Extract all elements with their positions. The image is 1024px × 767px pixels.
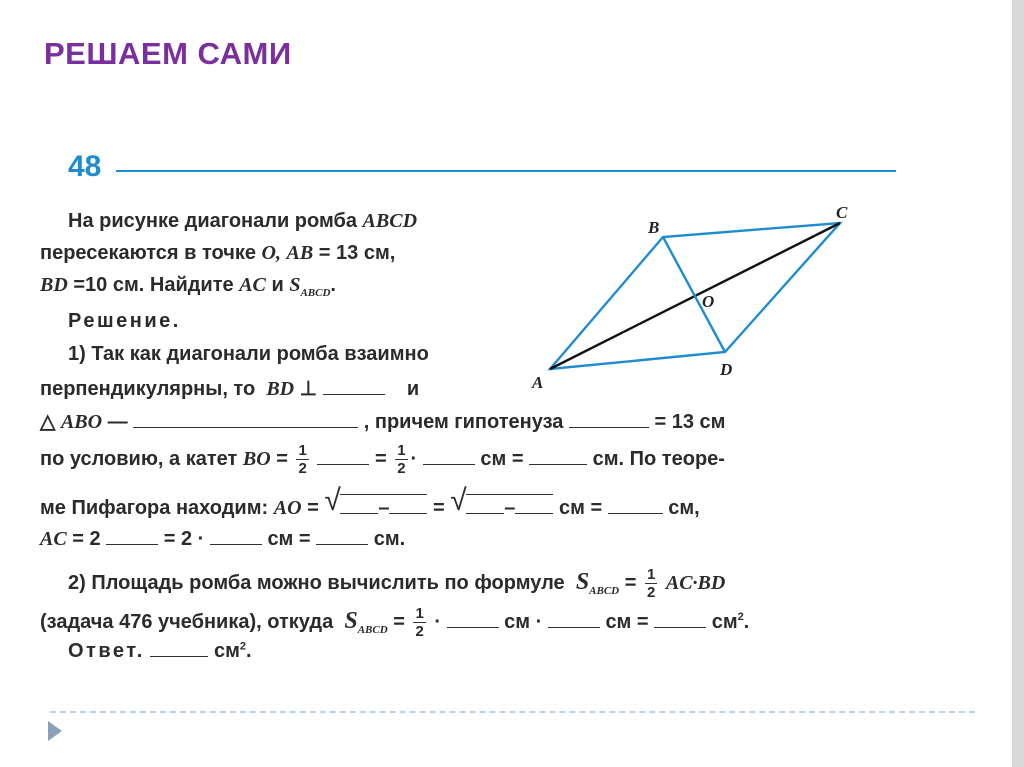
blank[interactable] (317, 450, 369, 465)
fraction-half: $\frac{1}{2}$ (397, 442, 406, 477)
problem-number: 48 (68, 150, 102, 183)
blank[interactable] (447, 613, 499, 628)
vertex-label-a: A (532, 373, 544, 392)
answer-line: Ответ. $см^2$. (68, 640, 252, 662)
solution-line-7: 2) Площадь ромба можно вычислить по формуле $S_{ABCD}$ = $\frac{1}{2}$ AC·BD (68, 566, 726, 601)
statement-line-3: BD =10 см. Найдите AC и $S_{ABCD}$. (40, 274, 336, 299)
blank[interactable] (548, 613, 600, 628)
blank[interactable] (654, 613, 706, 628)
diagonal-bd (663, 237, 725, 352)
blank[interactable] (515, 499, 553, 514)
sqrt-expression: √ – (324, 494, 427, 520)
blank[interactable] (340, 499, 378, 514)
vertex-label-c: C (836, 203, 848, 222)
play-arrow-icon[interactable] (48, 721, 62, 741)
solution-line-8: (задача 476 учебника), откуда $S_{ABCD}$ = $\frac{1}{2}$ · см · см = $см^2$. (40, 605, 750, 640)
solution-line-2: перпендикулярны, то BD ⊥ и (40, 378, 420, 400)
blank[interactable] (316, 530, 368, 545)
answer-blank[interactable] (150, 642, 208, 657)
solution-line-4: по условию, а катет BO = $\frac{1}{2}$ = $\frac{1}{2}$ · см = см. По теоре- (40, 442, 725, 477)
blank[interactable] (529, 450, 587, 465)
solution-line-1: 1) Так как диагонали ромба взаимно (68, 343, 429, 365)
center-label-o: O (702, 292, 715, 311)
vertex-label-d: D (720, 360, 733, 379)
slide-title: РЕШАЕМ САМИ (44, 36, 292, 71)
blank[interactable] (210, 530, 262, 545)
blank[interactable] (569, 413, 649, 428)
vertex-label-b: B (648, 218, 660, 237)
solution-heading: Решение. (68, 310, 181, 332)
footer-divider (50, 711, 975, 713)
blank[interactable] (608, 499, 663, 514)
statement-line-1: На рисунке диагонали ромба ABCD (68, 210, 418, 232)
blank[interactable] (389, 499, 427, 514)
rhombus-diagram (520, 195, 880, 395)
blank[interactable] (323, 380, 385, 395)
solution-line-3: △ ABO — , причем гипотенуза = 13 см (40, 411, 726, 433)
solution-line-6: AC = 2 = 2 · см = см. (40, 528, 406, 550)
blank[interactable] (106, 530, 158, 545)
blank[interactable] (466, 499, 504, 514)
slide-edge (1012, 0, 1024, 767)
blank[interactable] (133, 413, 358, 428)
solution-line-5: ме Пифагора находим: AO = √ – = √ – см = см, (40, 484, 700, 519)
fraction-half: $\frac{1}{2}$ (415, 605, 424, 640)
header-rule (116, 170, 896, 172)
sqrt-expression: √ – (450, 494, 553, 520)
statement-line-2: пересекаются в точке O, AB = 13 см, (40, 242, 396, 264)
fraction-half: $\frac{1}{2}$ (646, 566, 656, 601)
blank[interactable] (423, 450, 475, 465)
fraction-half: $\frac{1}{2}$ (298, 442, 307, 477)
